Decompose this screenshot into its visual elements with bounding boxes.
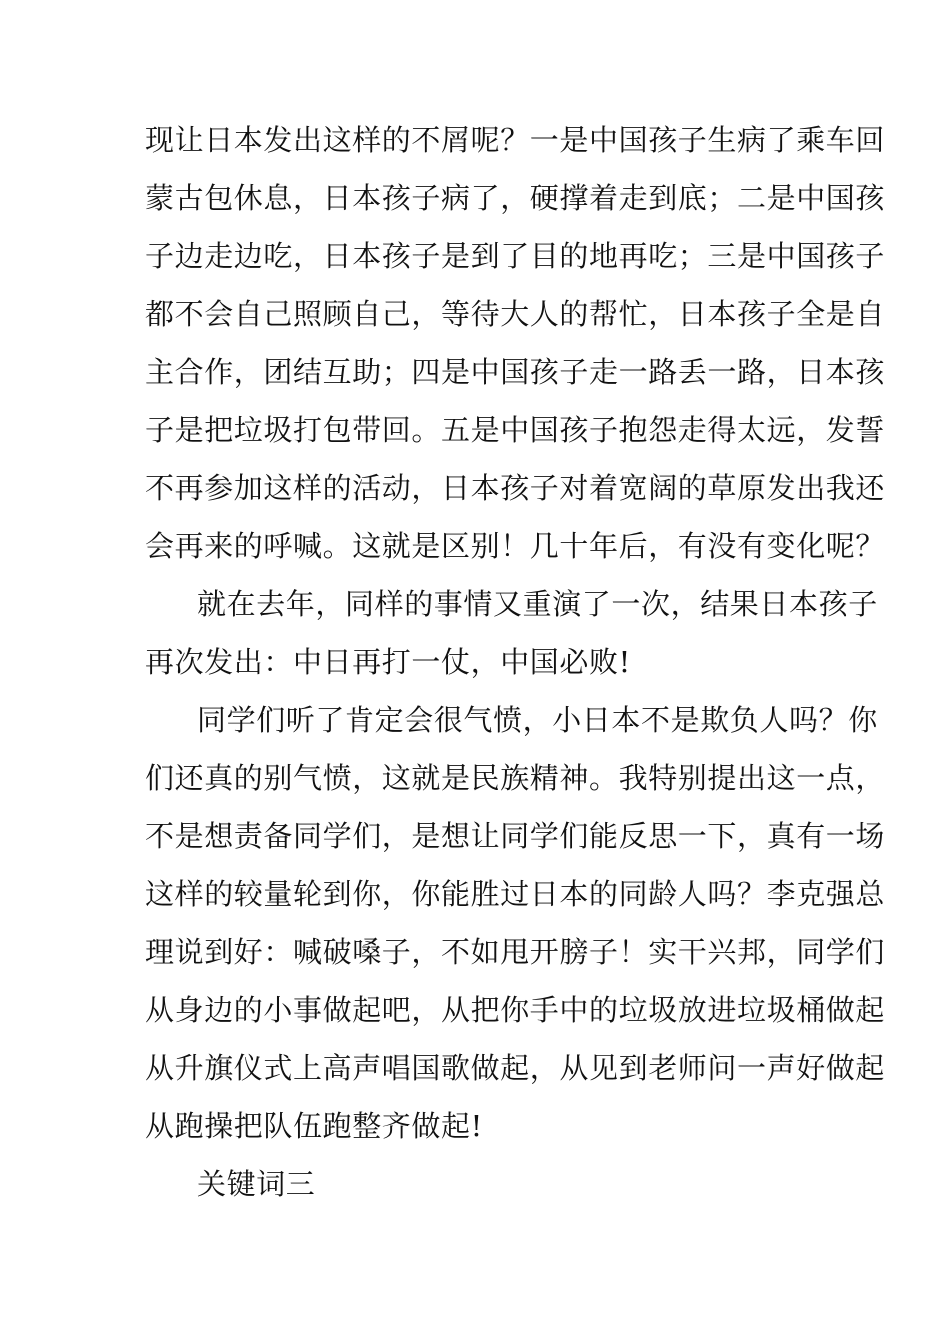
text-line: 不再参加这样的活动，日本孩子对着宽阔的草原发出我还 [145, 471, 886, 505]
text-line: 会再来的呼喊。这就是区别！几十年后，有没有变化呢？ [145, 529, 886, 563]
paragraph-first-line: 就在去年，同样的事情又重演了一次，结果日本孩子 [197, 587, 878, 621]
text-line: 不是想责备同学们，是想让同学们能反思一下，真有一场 [145, 819, 886, 853]
section-heading: 关键词三 [197, 1167, 316, 1201]
text-line: 从升旗仪式上高声唱国歌做起，从见到老师问一声好做起 [145, 1051, 886, 1085]
text-line: 们还真的别气愤，这就是民族精神。我特别提出这一点， [145, 761, 886, 795]
text-line: 子边走边吃，日本孩子是到了目的地再吃；三是中国孩子 [145, 239, 886, 273]
text-line: 蒙古包休息，日本孩子病了，硬撑着走到底；二是中国孩 [145, 181, 886, 215]
text-line: 子是把垃圾打包带回。五是中国孩子抱怨走得太远，发誓 [145, 413, 886, 447]
text-line: 主合作，团结互助；四是中国孩子走一路丢一路，日本孩 [145, 355, 886, 389]
text-line: 都不会自己照顾自己，等待大人的帮忙，日本孩子全是自 [145, 297, 886, 331]
text-line: 从身边的小事做起吧，从把你手中的垃圾放进垃圾桶做起 [145, 993, 886, 1027]
paragraph-first-line: 同学们听了肯定会很气愤，小日本不是欺负人吗？你 [197, 703, 878, 737]
text-line: 再次发出：中日再打一仗，中国必败! [145, 645, 631, 679]
text-line: 理说到好：喊破嗓子，不如甩开膀子！实干兴邦，同学们 [145, 935, 886, 969]
text-line: 从跑操把队伍跑整齐做起! [145, 1109, 483, 1143]
text-line: 现让日本发出这样的不屑呢？一是中国孩子生病了乘车回 [145, 123, 886, 157]
text-line: 这样的较量轮到你，你能胜过日本的同龄人吗？李克强总 [145, 877, 886, 911]
